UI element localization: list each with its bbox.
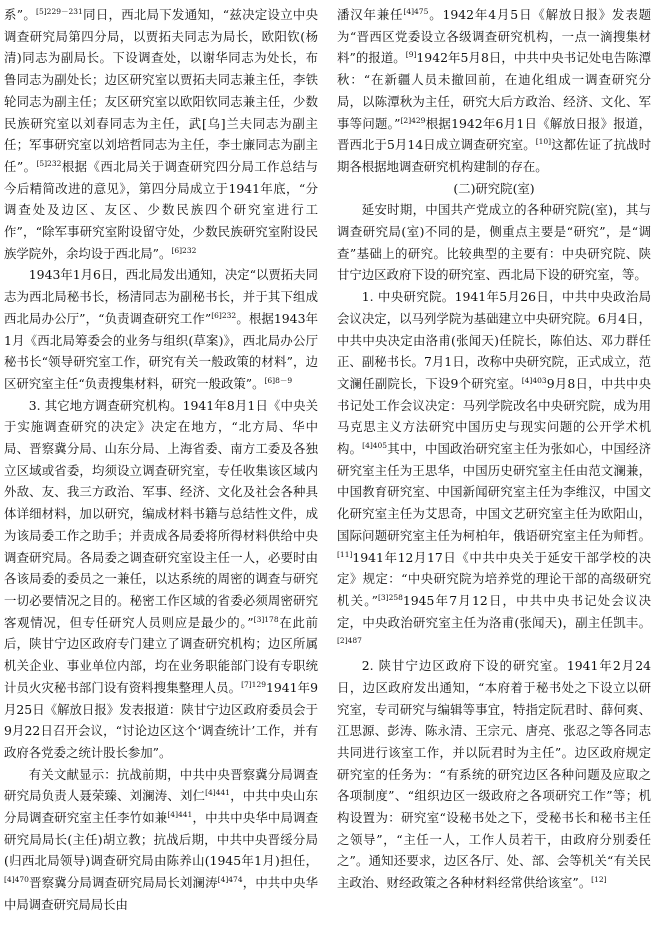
citation-ref: [9] <box>405 50 417 60</box>
paragraph <box>337 4 651 178</box>
text-run: 1945年7月12日，中共中央书记处会议决定，中央政治研究室主任为洛甫(张闻天)，副主任凯丰。 <box>337 592 651 630</box>
paragraph <box>337 178 651 200</box>
text-run: 晋察冀分局调查研究局局长刘澜涛 <box>28 875 218 891</box>
citation-ref: [4]474 <box>217 875 243 885</box>
text-run: 系”。 <box>4 7 37 22</box>
citation-ref: [4]470 <box>4 875 29 885</box>
text-run: 3. 其它地方调查研究机构。1941年8月1日《中央关于实施调查研究的决定》决定在地方，“北方局、华中局、晋察冀分局、山东分局、上海省委、南方工委及各独立区域或省委，均须设立调查研究室，专任收集该区域内外敌、友、我三方政治、军事、经济、文化及社会各种具体详细材料，加以研究，编成材料书籍与总结性文件，成为该局委工作之助手；并责成各局委将所得材料供给中央调查研究局。各局委之调查研究室设主任一人，必要时由各该局委的委员之一兼任，以达系统的周密的调查与研究一切必要情况之目的。秘密工作区域的省委必须周密研究客观情况，但专任研究人员则应是最少的。” <box>4 397 318 630</box>
citation-ref: [6]8－9 <box>264 375 293 385</box>
text-run: 有关文献显示：抗战前期，中共中央晋察冀分局调查研究局负责人聂荣臻、刘澜涛、刘仁 <box>4 766 318 804</box>
text-run: 延安时期，中国共产党成立的各种研究院(室)，其与调查研究局(室)不同的是，侧重点主要是“研究”，是“调查”基础上的研究。比较典型的主要有：中央研究院、陕甘宁边区政府下设的研究室、西北局下设的研究室，等。 <box>337 202 651 283</box>
paragraph <box>337 199 651 286</box>
text-run: 1941年9月25日《解放日报》发表报道：陕甘宁边区政府委员会于9月22日召开会议，“讨论边区这个‘调查统计’工作，并有政府各党委之统计股长参加”。 <box>4 679 318 760</box>
right-column <box>337 4 651 894</box>
paragraph <box>4 395 318 764</box>
text-run: ，中共中央华中局调查研究局局长由 <box>4 875 319 912</box>
citation-ref: [4]475 <box>403 7 429 16</box>
text-run: 1942年5月8日，中共中央书记处电告陈潭秋：“在新疆人员未撤回前，在迪化组成一调查研究分局，以陈潭秋为主任，研究大后方政治、经济、文化、军事等问题。” <box>337 50 651 131</box>
text-run: 潘汉年兼任 <box>337 7 404 22</box>
citation-ref: [5]229－231 <box>36 7 83 16</box>
text-run: 其中，中国政治研究室主任为张如心，中国经济研究室主任为王思华，中国历史研究室主任由范文澜兼，中国教育研究室、中国新闻研究室主任为李维汉，中国文化研究室主任为艾思奇，中国文艺研究室主任为欧阳山，国际问题研究室主任为柯柏年，俄语研究室主任为师哲。 <box>337 441 652 543</box>
text-run: ，中共中央山东分局调查研究室主任李竹如兼 <box>4 788 319 826</box>
citation-ref: [11] <box>337 549 353 559</box>
text-run: 2. 陕甘宁边区政府下设的研究室。1941年2月24日，边区政府发出通知，“本府着于秘书处之下设立以研究室，专司研究与编辑等事宜，特指定阮君时、薛何爽、江思源、彭涛、陈永清、王宗元、唐亮、张忍之等各同志共同进行该室工作，并以阮君时为主任”。边区政府规定研究室的任务为：“有系统的研究边区各种问题及应取之各项制度”、“组织边区一级政府之各项研究工作”等；机构设置为：研究室“设秘书处之下，受秘书长和秘书主任之领导”，“主任一人，工作人员若干，由政府分别委任之”。通知还要求，边区各厅、处、部、会等机关“有关民主政治、财经政策之各种材料经常供给该室”。 <box>337 658 651 891</box>
citation-ref: [5]232 <box>36 158 62 168</box>
citation-ref: [7]129 <box>241 679 267 689</box>
citation-ref: [4]405 <box>362 441 388 451</box>
text-run: 同日，西北局下发通知，“兹决定设立中央调查研究局第四分局，以贾拓夫同志为局长，欧阳钦(杨清)同志为副局长。下设调查处，以谢华同志为处长，布鲁同志为副处长；边区研究室以贾拓夫同志兼主任，李铁轮同志为副主任；友区研究室以欧阳钦同志兼主任，少数民族研究室以刘春同志为主任，武[乌]兰夫同志为副主任；军事研究室以刘培哲同志为主任，李士廉同志为副主任”。 <box>4 7 318 174</box>
citation-ref: [4]441 <box>167 810 193 820</box>
text-run: 9月8日，中共中央书记处工作会议决定：马列学院改名中央研究院，成为用马克思主义方法研究中国历史与现实问题的公开学术机构。 <box>337 375 651 457</box>
citation-ref: [10] <box>535 137 552 147</box>
text-run: 这都佐证了抗战时期各根据地调查研究机构建制的存在。 <box>337 137 651 174</box>
text-run: 1943年1月6日，西北局发出通知，决定“以贾拓夫同志为西北局秘书长，杨清同志为副秘书长，并于其下组成西北局办公厅”，“负责调查研究工作” <box>4 267 318 326</box>
paragraph <box>337 286 651 655</box>
text-run: 根据《西北局关于调查研究四分局工作总结与今后精简改进的意见》，第四分局成立于1941年底，“分调查处及边区、友区、少数民族四个研究室进行工作”，“除军事研究室附设留守处，少数民族研究室附设民族学院外，余均设于西北局”。 <box>4 158 318 261</box>
citation-ref: [4]441 <box>205 788 231 798</box>
text-run: 。根据1943年1月《西北局筹委会的业务与组织(草案)》，西北局办公厅秘书长“领导研究室工作，研究有关一般政策的材料”，边区研究室主任“负责搜集材料，研究一般政策”。 <box>4 310 318 391</box>
paragraph <box>4 264 318 394</box>
text-run: 。1942年4月5日《解放日报》发表题为“晋西区党委设立各级调查研究机构，一点一滴搜集材料”的报道。 <box>337 7 651 66</box>
citation-ref: [6]232 <box>171 245 197 255</box>
citation-ref: [3]258 <box>377 592 403 602</box>
left-column <box>4 4 318 916</box>
citation-ref: [12] <box>591 875 607 885</box>
citation-ref: [6]232 <box>211 310 237 320</box>
citation-ref: [2]429 <box>400 115 426 125</box>
text-run: 1941年12月17日《中共中央关于延安干部学校的决定》规定：“中央研究院为培养党的理论干部的高级研究机关。” <box>337 549 651 608</box>
paragraph <box>4 4 318 264</box>
text-run: ，中共中央华中局调查研究局局长(主任)胡立教；抗战后期，中共中央晋绥分局(归西北局领导)调查研究局由陈养山(1945年1月)担任， <box>4 810 319 869</box>
paragraph <box>4 764 318 916</box>
text-run: 根据1942年6月1日《解放日报》报道，晋西北于5月14日成立调查研究室。 <box>337 115 651 153</box>
text-run: 1. 中央研究院。1941年5月26日，中共中央政治局会议决定，以马列学院为基础建立中央研究院。6月4日，中共中央决定由洛甫(张闻天)任院长，陈伯达、邓力群任正、副秘书长。7月1日，改称中央研究院，正式成立，范文澜任副院长，下设9个研究室。 <box>337 289 651 391</box>
citation-ref: [4]403 <box>521 375 547 385</box>
citation-ref: [3]178 <box>253 614 279 624</box>
citation-ref: [2]487 <box>337 636 362 646</box>
paragraph <box>337 655 651 894</box>
text-run: (二)研究院(室) <box>453 180 535 196</box>
text-run: 在此前后，陕甘宁边区政府专门建立了调查研究机构；边区所属机关企业、事业单位内部，均在业务职能部门设有专职统计员火灾秘书部门设有资料搜集整理人员。 <box>4 614 319 695</box>
